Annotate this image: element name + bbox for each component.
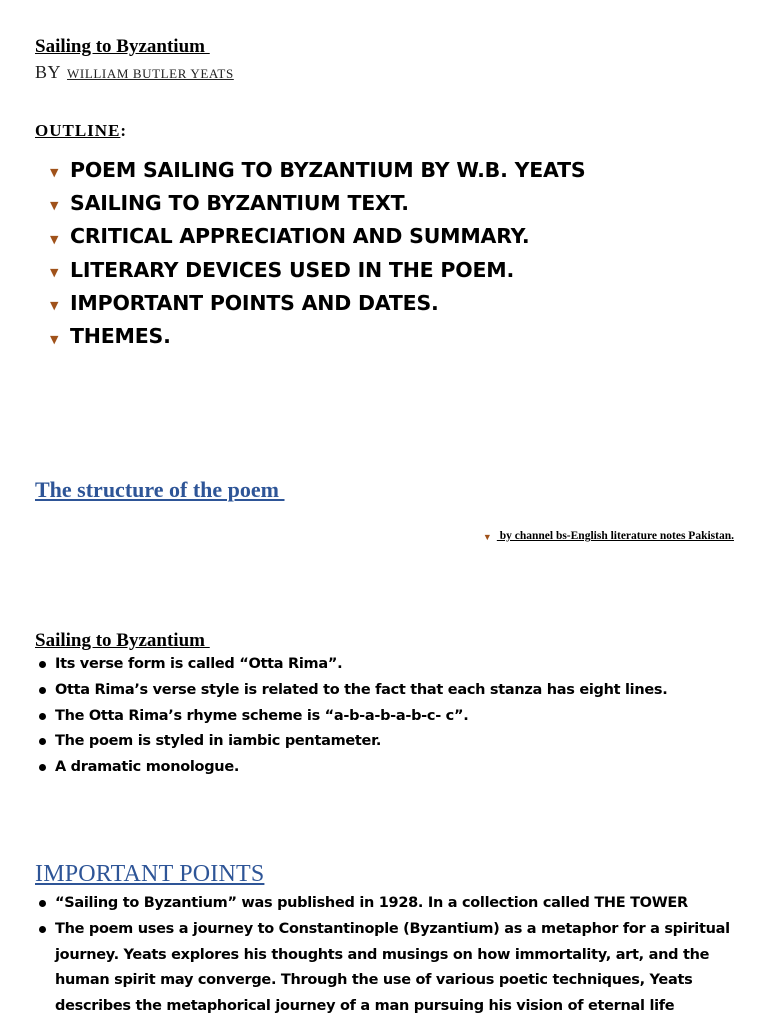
section-heading: Sailing to Byzantium bbox=[35, 630, 210, 651]
outline-item bbox=[50, 286, 585, 319]
list-item bbox=[36, 652, 667, 678]
arrow-down-bullet-icon: ▼ bbox=[50, 332, 59, 346]
document-title: Sailing to Byzantium bbox=[35, 36, 210, 57]
arrow-down-bullet-icon: ▼ bbox=[50, 166, 59, 180]
round-bullet-icon bbox=[39, 764, 46, 771]
round-bullet-icon bbox=[39, 900, 46, 907]
outline-heading-colon: : bbox=[120, 121, 128, 140]
structure-heading: The structure of the poem bbox=[35, 477, 285, 502]
outline-list bbox=[50, 153, 585, 353]
arrow-down-bullet-icon: ▼ bbox=[50, 299, 59, 313]
by-word: BY bbox=[35, 62, 62, 82]
outline-heading bbox=[35, 121, 127, 141]
arrow-down-bullet-icon: ▼ bbox=[50, 199, 59, 213]
round-bullet-icon bbox=[39, 738, 46, 745]
list-item bbox=[36, 755, 667, 781]
list-item bbox=[36, 678, 667, 704]
arrow-down-bullet-icon: ▼ bbox=[482, 532, 492, 542]
outline-item-text: THEMES. bbox=[70, 324, 171, 349]
structure-points-list bbox=[36, 652, 667, 781]
outline-item bbox=[50, 253, 585, 286]
list-item-text: Its verse form is called “Otta Rima”. bbox=[55, 656, 343, 672]
outline-item bbox=[50, 186, 585, 219]
round-bullet-icon bbox=[39, 713, 46, 720]
author-link[interactable]: WILLIAM BUTLER YEATS bbox=[67, 66, 234, 81]
outline-item-text: SAILING TO BYZANTIUM TEXT. bbox=[70, 190, 409, 215]
list-item-text: “Sailing to Byzantium” was published in 1928. In a collection called THE TOWER bbox=[55, 895, 688, 911]
important-points-heading: IMPORTANT POINTS bbox=[35, 861, 265, 887]
outline-heading-text: OUTLINE bbox=[35, 121, 121, 140]
list-item bbox=[36, 729, 667, 755]
byline bbox=[35, 62, 234, 83]
list-item-text: The poem uses a journey to Constantinople (Byzantium) as a metaphor for a spiritual journey. Yeats explores his thoughts and musings on how immortality, art, and the human spirit may converge. Through the use of various poetic techniques, Yeats describes the metaphorical journey of a man pursuing his vision of eternal life bbox=[55, 920, 730, 1015]
arrow-down-bullet-icon: ▼ bbox=[50, 232, 59, 246]
list-item bbox=[36, 704, 667, 730]
arrow-down-bullet-icon: ▼ bbox=[50, 266, 59, 280]
outline-item-text: POEM SAILING TO BYZANTIUM BY W.B. YEATS bbox=[70, 157, 586, 182]
list-item-text: A dramatic monologue. bbox=[55, 759, 240, 776]
list-item-text: Otta Rima’s verse style is related to the fact that each stanza has eight lines. bbox=[55, 681, 668, 698]
outline-item bbox=[50, 153, 585, 186]
round-bullet-icon bbox=[39, 687, 46, 694]
list-item-text: The poem is styled in iambic pentameter. bbox=[55, 733, 382, 750]
channel-credit-text[interactable]: by channel bs-English literature notes Pakistan. bbox=[496, 530, 734, 542]
important-points-list bbox=[36, 891, 736, 1020]
outline-item-text: IMPORTANT POINTS AND DATES. bbox=[70, 290, 439, 315]
round-bullet-icon bbox=[39, 661, 46, 668]
outline-item-text: CRITICAL APPRECIATION AND SUMMARY. bbox=[70, 224, 530, 249]
outline-item bbox=[50, 220, 585, 253]
list-item bbox=[36, 891, 736, 917]
outline-item-text: LITERARY DEVICES USED IN THE POEM. bbox=[70, 257, 515, 282]
list-item-text: The Otta Rima’s rhyme scheme is “a-b-a-b-a-b-c- c”. bbox=[55, 707, 469, 724]
list-item bbox=[36, 917, 736, 1020]
channel-credit bbox=[483, 530, 734, 542]
round-bullet-icon bbox=[39, 926, 46, 933]
outline-item bbox=[50, 319, 585, 352]
